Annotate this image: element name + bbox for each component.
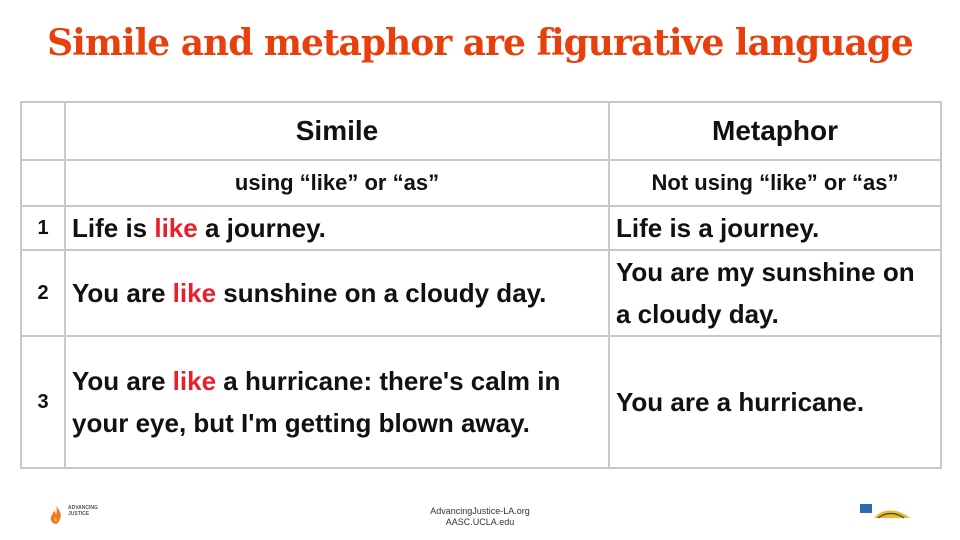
metaphor-example: Life is a journey. bbox=[609, 206, 941, 250]
advancing-justice-logo bbox=[48, 503, 118, 527]
metaphor-example: You are a hurricane. bbox=[609, 336, 941, 468]
table-header-row bbox=[21, 102, 941, 160]
simile-text: a hurricane: there's calm in your eye, but I'm getting blown away. bbox=[72, 366, 561, 438]
simile-text: sunshine on a cloudy day. bbox=[216, 278, 547, 308]
footer-links bbox=[380, 506, 580, 528]
header-simile: Simile bbox=[65, 102, 609, 160]
footer-url[interactable]: AASC.UCLA.edu bbox=[445, 517, 515, 527]
row-number: 3 bbox=[21, 336, 65, 468]
table-subheader-row bbox=[21, 160, 941, 206]
simile-text: a journey. bbox=[197, 213, 326, 243]
simile-keyword: like bbox=[172, 278, 217, 308]
simile-keyword: like bbox=[154, 213, 198, 243]
footer-url[interactable]: AdvancingJustice-LA.org bbox=[430, 506, 530, 516]
logo-text: JUSTICE bbox=[68, 511, 90, 517]
metaphor-example: You are my sunshine on a cloudy day. bbox=[609, 250, 941, 336]
simile-example bbox=[65, 206, 609, 250]
subheader-metaphor: Not using “like” or “as” bbox=[609, 160, 941, 206]
empty-cell bbox=[21, 102, 65, 160]
row-number: 1 bbox=[21, 206, 65, 250]
simile-keyword: like bbox=[172, 366, 217, 396]
empty-cell bbox=[21, 160, 65, 206]
simile-text: Life is bbox=[72, 213, 155, 243]
table-row bbox=[21, 336, 941, 468]
simile-text: You are bbox=[72, 366, 173, 396]
table-row bbox=[21, 206, 941, 250]
logo-text: ADVANCING bbox=[68, 505, 98, 511]
table-row bbox=[21, 250, 941, 336]
page-title: Simile and metaphor are figurative language bbox=[47, 22, 913, 64]
flame-icon bbox=[48, 505, 64, 525]
ucla-aasc-logo bbox=[858, 502, 914, 522]
subheader-simile: using “like” or “as” bbox=[65, 160, 609, 206]
comparison-table bbox=[20, 101, 942, 469]
simile-text: You are bbox=[72, 278, 173, 308]
simile-example bbox=[65, 336, 609, 468]
row-number: 2 bbox=[21, 250, 65, 336]
header-metaphor: Metaphor bbox=[609, 102, 941, 160]
simile-example bbox=[65, 250, 609, 336]
